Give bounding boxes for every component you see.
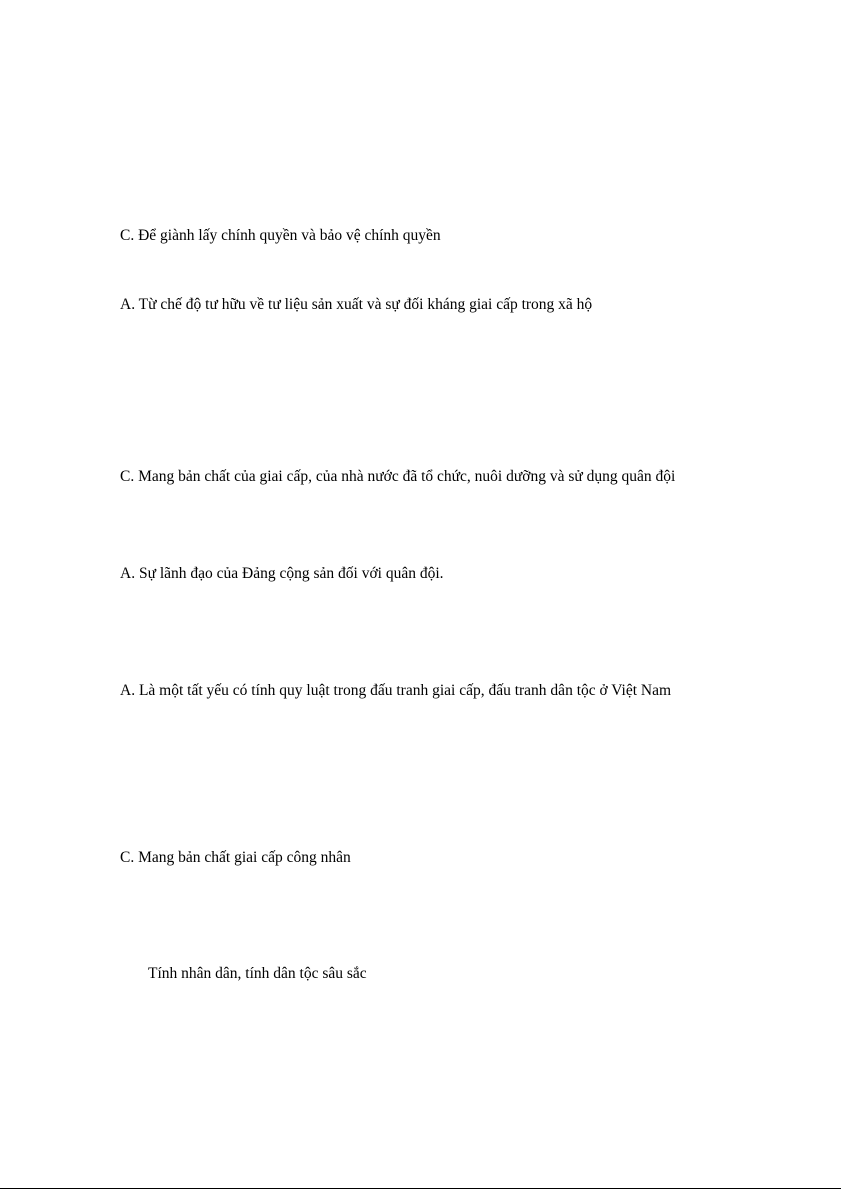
text-line-1: C. Để giành lấy chính quyền và bảo vệ chính quyền [120, 227, 441, 244]
text-line-5: A. Là một tất yếu có tính quy luật trong đấu tranh giai cấp, đấu tranh dân tộc ở Việt Nam [120, 682, 672, 699]
text-line-3: C. Mang bản chất của giai cấp, của nhà nước đã tổ chức, nuôi dưỡng và sử dụng quân đội [120, 468, 676, 485]
text-line-4: A. Sự lãnh đạo của Đảng cộng sản đối với quân đội. [120, 565, 444, 582]
text-line-6: C. Mang bản chất giai cấp công nhân [120, 849, 351, 866]
text-line-2: A. Từ chế độ tư hữu về tư liệu sản xuất và sự đối kháng giai cấp trong xã hộ [120, 296, 593, 313]
text-line-7: Tính nhân dân, tính dân tộc sâu sắc [148, 965, 367, 982]
bottom-divider [0, 1188, 841, 1189]
